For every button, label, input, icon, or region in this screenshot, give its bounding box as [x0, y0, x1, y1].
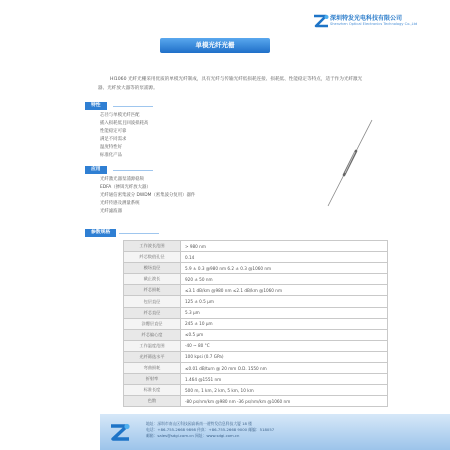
spec-key: 色散	[124, 396, 181, 407]
list-item: 光纤激光器泵浦源稳频	[100, 177, 144, 182]
footer-phone: 电话：+86-755-2668 9898 传真：+86-755-2668 9000 邮编：518057	[146, 427, 275, 432]
spec-key: 截止波长	[124, 274, 181, 285]
datasheet-page	[50, 0, 418, 450]
table-row	[124, 374, 388, 385]
spec-value: 0.14	[181, 252, 388, 263]
footer-web: 邮箱：sales@sdgi.com.cn 网址：www.sdgi.com.cn	[146, 433, 240, 438]
applications-list	[100, 176, 195, 216]
features-heading	[85, 102, 155, 110]
list-item: 性能稳定可靠	[100, 129, 127, 134]
page-title: 单模光纤光栅	[160, 38, 270, 53]
table-row	[124, 351, 388, 362]
table-row	[124, 252, 388, 263]
features-list	[100, 112, 148, 160]
applications-heading-label: 应用	[85, 166, 107, 174]
spec-value: 1.464 @1551 nm	[181, 374, 388, 385]
divider	[113, 106, 153, 107]
spec-value: 100 kpsi (0.7 GPa)	[181, 351, 388, 362]
spec-key: 纤芯数值孔径	[124, 252, 181, 263]
list-item: 温度特性好	[100, 145, 122, 150]
footer	[100, 414, 450, 450]
table-row	[124, 307, 388, 318]
footer-brand-mark-icon	[108, 420, 132, 444]
table-row	[124, 363, 388, 374]
features-heading-label: 特性	[85, 102, 107, 110]
brand-logo	[312, 12, 418, 32]
table-row	[124, 318, 388, 329]
spec-value: ≤3.1 dB/km @980 nm ≤2.1 dB/km @1060 nm	[181, 285, 388, 296]
spec-key: 纤芯损耗	[124, 285, 181, 296]
spec-value: 5.3 μm	[181, 307, 388, 318]
list-item: 标准化产品	[100, 153, 122, 158]
spec-value: 920 ± 50 nm	[181, 274, 388, 285]
spec-key: 模场直径	[124, 263, 181, 274]
list-item: 芯径与单模光纤匹配	[100, 113, 140, 118]
list-item: 插入损耗低且回波损耗高	[100, 121, 149, 126]
spec-key: 折射率	[124, 374, 181, 385]
table-row	[124, 241, 388, 252]
specs-heading-label: 参数规格	[85, 229, 116, 237]
applications-heading	[85, 166, 155, 174]
list-item: EDFA（掺铒光纤放大器）	[100, 185, 151, 190]
spec-key: 纤芯偏心度	[124, 329, 181, 340]
table-row	[124, 274, 388, 285]
table-row	[124, 329, 388, 340]
spec-value: 5.9 ± 0.3 @980 nm 6.2 ± 0.3 @1060 nm	[181, 263, 388, 274]
spec-value: 125 ± 0.5 μm	[181, 296, 388, 307]
spec-key: 涂覆层直径	[124, 318, 181, 329]
brand-name-en: Shenzhen Optical Electronics Technology Co.,Ltd	[330, 22, 418, 26]
specs-heading	[85, 229, 155, 237]
brand-mark-icon	[312, 12, 330, 30]
spec-key: 包层直径	[124, 296, 181, 307]
table-row	[124, 385, 388, 396]
spec-key: 弯曲损耗	[124, 363, 181, 374]
table-row	[124, 285, 388, 296]
table-row	[124, 296, 388, 307]
spec-value: 245 ± 10 μm	[181, 318, 388, 329]
spec-value: ≤0.01 dB/turn @ 20 mm O.D. 1550 nm	[181, 363, 388, 374]
spec-key: 标准长度	[124, 385, 181, 396]
footer-contact	[146, 421, 274, 439]
spec-key: 光纤筛选水平	[124, 351, 181, 362]
table-row	[124, 396, 388, 407]
divider	[113, 170, 153, 171]
footer-address: 地址：深圳市南山区科技园高新南一道特发信息科技大厦 18 楼	[146, 421, 252, 426]
spec-value: > 980 nm	[181, 241, 388, 252]
spec-value: 500 m, 1 km, 2 km, 5 km, 10 km	[181, 385, 388, 396]
divider	[119, 233, 159, 234]
spec-value: -40 ~ 80 °C	[181, 340, 388, 351]
brand-name-cn: 深圳特发光电科技有限公司	[330, 15, 403, 22]
table-row	[124, 263, 388, 274]
list-item: 光纤传感及测量系统	[100, 201, 140, 206]
intro-paragraph: HI1060 光纤光栅采用优质的单模光纤制成，具有光纤与传输光纤低损耗连接、损耗低、性能稳定等特点，适于作为光纤激光器、光纤放大器等的泵浦源。	[98, 77, 363, 91]
list-item: 满足不同需求	[100, 137, 127, 142]
spec-table	[123, 240, 388, 407]
fiber-grating-illustration	[320, 118, 380, 208]
table-row	[124, 340, 388, 351]
spec-key: 工作温度范围	[124, 340, 181, 351]
spec-key: 工作波长范围	[124, 241, 181, 252]
list-item: 光纤滤波器	[100, 209, 122, 214]
list-item: 光纤通信密集波分 DWDM（密集波分复用）器件	[100, 193, 196, 198]
spec-key: 纤芯直径	[124, 307, 181, 318]
spec-value: ≤0.5 μm	[181, 329, 388, 340]
spec-value: -80 ps/nm/km @980 nm -36 ps/nm/km @1060 nm	[181, 396, 388, 407]
